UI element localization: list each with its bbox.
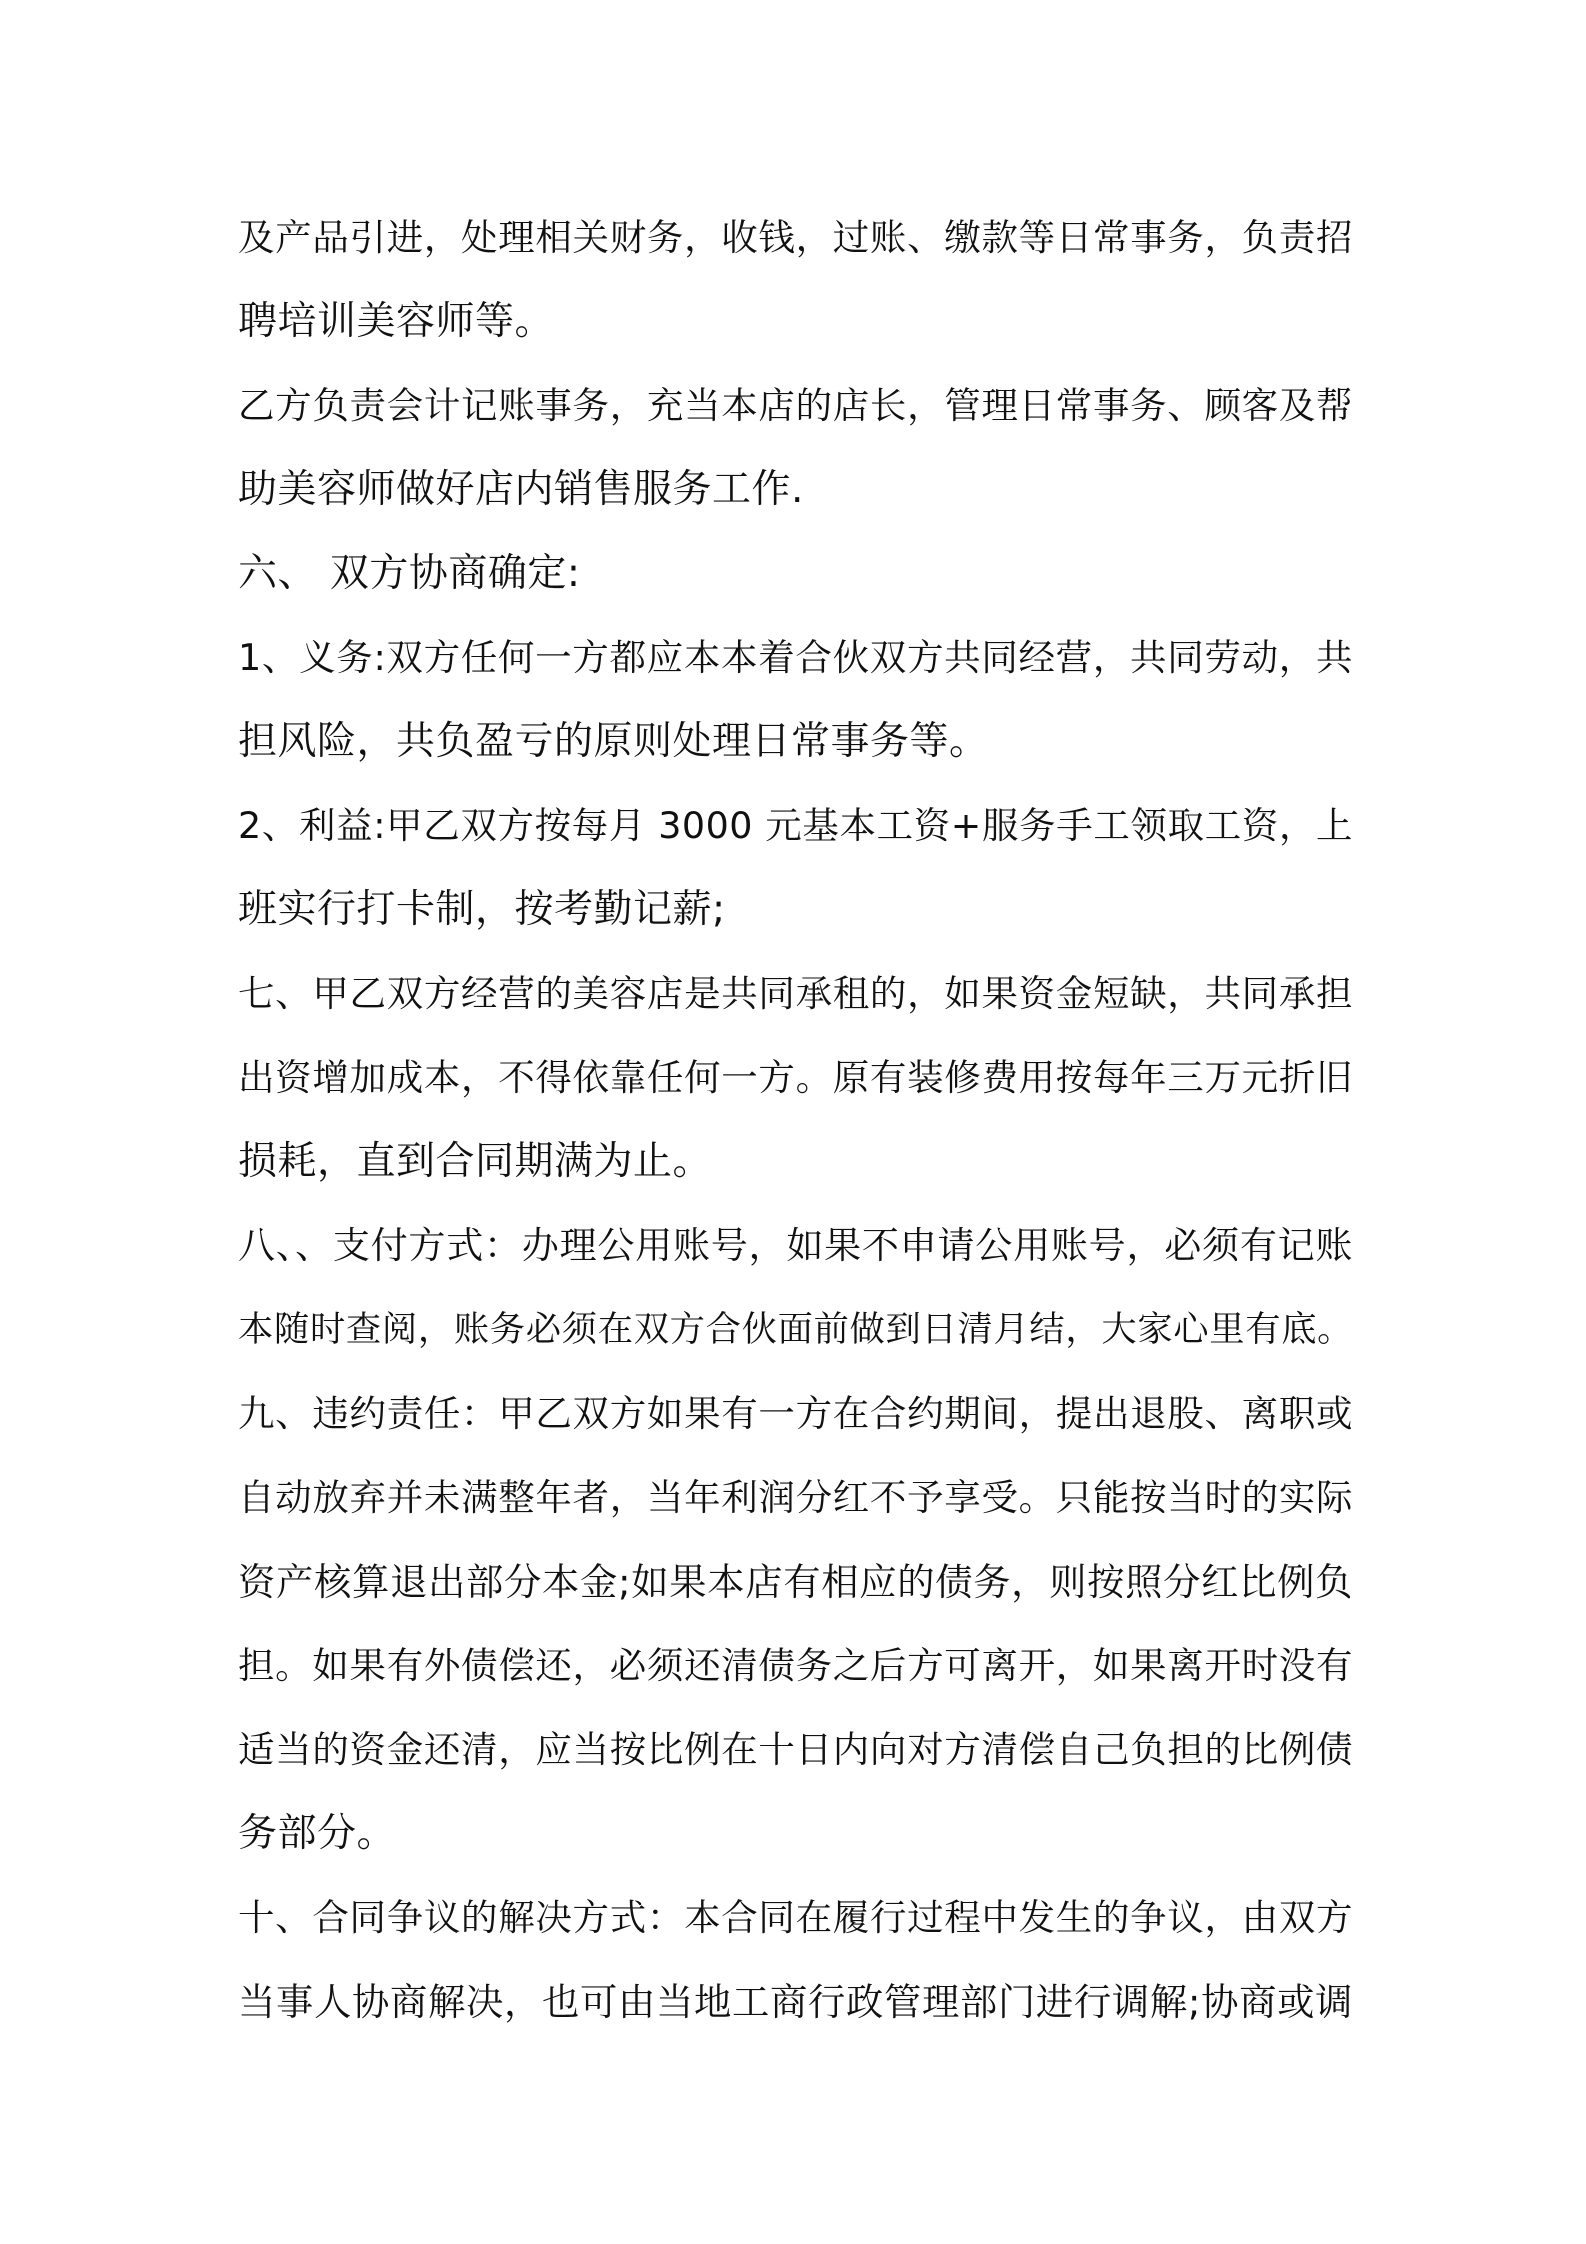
- text-line: 适当的资金还清，应当按比例在十日内向对方清偿自己负担的比例债: [238, 1728, 1353, 1771]
- text-line: 1、义务:双方任何一方都应本本着合伙双方共同经营，共同劳动，共: [238, 636, 1353, 679]
- text-line: 担风险，共负盈亏的原则处理日常事务等。: [238, 719, 989, 764]
- document-body: [238, 196, 1353, 2044]
- text-line: 资产核算退出部分本金;如果本店有相应的债务，则按照分红比例负: [238, 1560, 1353, 1604]
- section-heading: 六、 双方协商确定:: [238, 551, 581, 596]
- text-line: 损耗，直到合同期满为止。: [238, 1139, 713, 1184]
- text-line: 及产品引进，处理相关财务，收钱，过账、缴款等日常事务，负责招: [238, 216, 1353, 259]
- text-line: 务部分。: [238, 1811, 397, 1856]
- text-line: 出资增加成本，不得依靠任何一方。原有装修费用按每年三万元折旧: [238, 1056, 1353, 1099]
- text-line: 八、、支付方式：办理公用账号，如果不申请公用账号，必须有记账: [238, 1224, 1353, 1267]
- text-line: 自动放弃并未满整年者，当年利润分红不予享受。只能按当时的实际: [238, 1476, 1353, 1519]
- text-line: 七、甲乙双方经营的美容店是共同承租的，如果资金短缺，共同承担: [238, 972, 1353, 1015]
- text-line: 本随时查阅，账务必须在双方合伙面前做到日清月结，大家心里有底。: [238, 1309, 1353, 1350]
- text-line: 九、违约责任：甲乙双方如果有一方在合约期间，提出退股、离职或: [238, 1392, 1353, 1435]
- text-line: 担。如果有外债偿还，必须还清债务之后方可离开，如果离开时没有: [238, 1644, 1353, 1687]
- text-line: 2、利益:甲乙双方按每月 3000 元基本工资+服务手工领取工资，上: [238, 804, 1353, 847]
- text-line: 乙方负责会计记账事务，充当本店的店长，管理日常事务、顾客及帮: [238, 384, 1353, 427]
- text-line: 聘培训美容师等。: [238, 299, 555, 344]
- text-line: 十、合同争议的解决方式：本合同在履行过程中发生的争议，由双方: [238, 1896, 1353, 1939]
- text-line: 当事人协商解决，也可由当地工商行政管理部门进行调解;协商或调: [238, 1980, 1353, 2024]
- text-line: 班实行打卡制，按考勤记薪;: [238, 887, 726, 932]
- text-line: 助美容师做好店内销售服务工作.: [238, 467, 804, 512]
